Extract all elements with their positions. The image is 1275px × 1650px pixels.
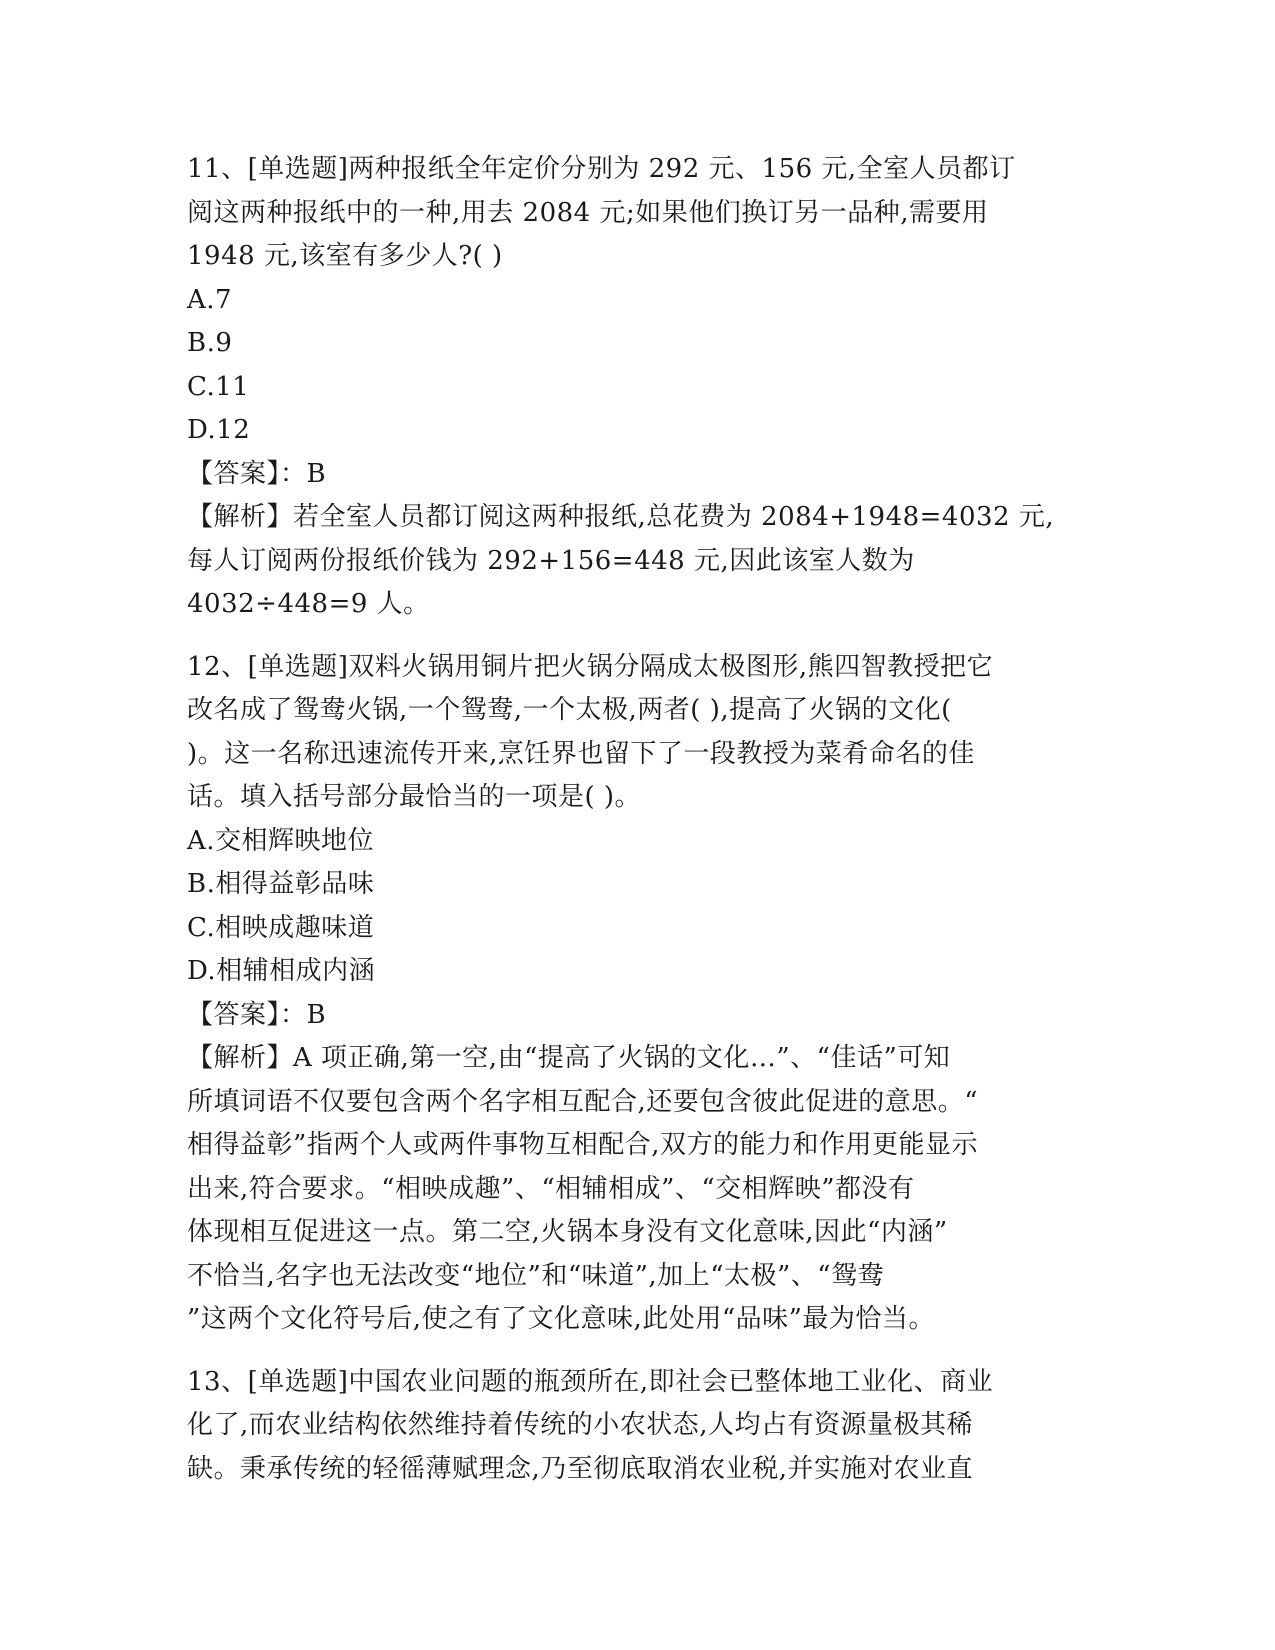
question-13 [187,1361,1082,1492]
option-b: B.9 [187,328,233,358]
analysis-line: 每人订阅两份报纸价钱为 292+156=448 元,因此该室人数为 [187,545,915,576]
question-12 [187,646,1082,1342]
option-d: D.相辅相成内涵 [187,956,376,986]
option-a: A.7 [187,284,233,315]
analysis-line: 不恰当,名字也无法改变“地位”和“味道”,加上“太极”、“鸳鸯 [187,1260,885,1291]
option-b: B.相得益彰品味 [187,869,375,899]
question-11 [187,148,1082,627]
question-stem-line: 缺。秉承传统的轻徭薄赋理念,乃至彻底取消农业税,并实施对农业直 [187,1453,974,1484]
analysis-line: 【解析】A 项正确,第一空,由“提高了火锅的文化…”、“佳话”可知 [187,1043,951,1073]
question-stem-line: 12、[单选题]双料火锅用铜片把火锅分隔成太极图形,熊四智教授把它 [187,651,994,682]
option-d: D.12 [187,415,251,445]
analysis-line: 体现相互促进这一点。第二空,火锅本身没有文化意味,因此“内涵” [187,1217,948,1247]
analysis-line: 相得益彰”指两个人或两件事物互相配合,双方的能力和作用更能显示 [187,1130,979,1160]
question-stem-line: 话。填入括号部分最恰当的一项是( )。 [187,782,642,812]
question-stem-line: 改名成了鸳鸯火锅,一个鸳鸯,一个太极,两者( ),提高了火锅的文化( [187,695,952,725]
question-stem-line: 11、[单选题]两种报纸全年定价分别为 292 元、156 元,全室人员都订 [187,154,1016,184]
question-stem-line: 13、[单选题]中国农业问题的瓶颈所在,即社会已整体地工业化、商业 [187,1366,994,1397]
question-stem-line: 1948 元,该室有多少人?( ) [187,241,503,271]
exam-page [187,148,1082,1491]
analysis-line: ”这两个文化符号后,使之有了文化意味,此处用“品味”最为恰当。 [187,1304,935,1334]
option-c: C.相映成趣味道 [187,912,375,943]
question-stem-line: 化了,而农业结构依然维持着传统的小农状态,人均占有资源量极其稀 [187,1410,974,1440]
analysis-line: 4032÷448=9 人。 [187,589,430,619]
option-c: C.11 [187,371,250,402]
option-a: A.交相辉映地位 [187,825,375,856]
question-stem-line: 阅这两种报纸中的一种,用去 2084 元;如果他们换订另一品种,需要用 [187,197,989,228]
analysis-line: 【解析】若全室人员都订阅这两种报纸,总花费为 2084+1948=4032 元, [187,502,1055,532]
answer-line: 【答案】：B [187,458,327,489]
analysis-line: 所填词语不仅要包含两个名字相互配合,还要包含彼此促进的意思。“ [187,1086,979,1117]
question-stem-line: )。这一名称迅速流传开来,烹饪界也留下了一段教授为菜肴命名的佳 [187,738,975,769]
analysis-line: 出来,符合要求。“相映成趣”、“相辅相成”、“交相辉映”都没有 [187,1173,915,1204]
answer-line: 【答案】：B [187,999,327,1030]
